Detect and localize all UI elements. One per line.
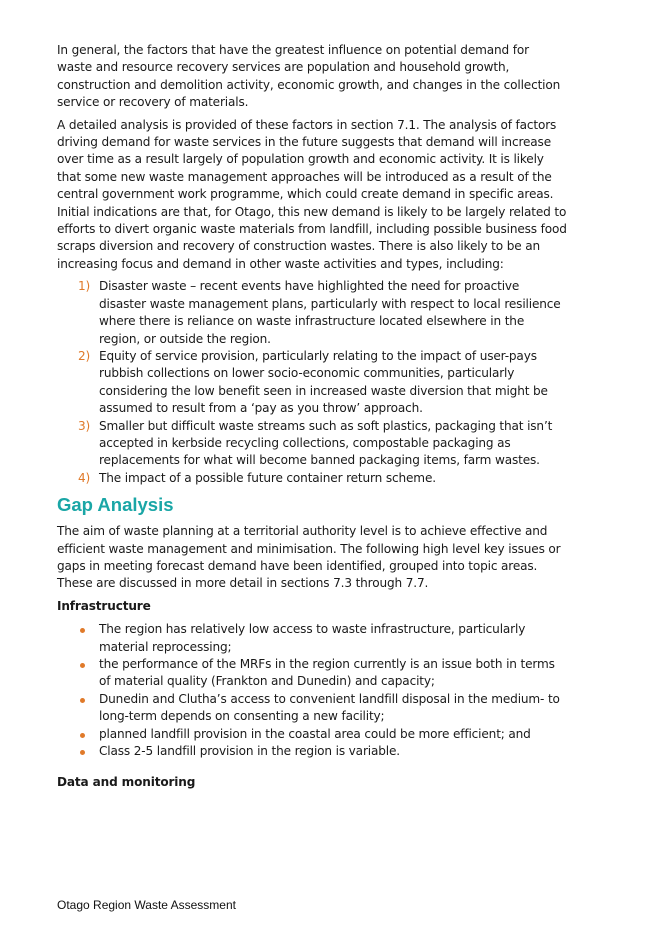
list-item-text: The region has relatively low access to waste infrastructure, particularly material reprocessing; [99,622,526,654]
list-item-text: Class 2-5 landfill provision in the region is variable. [99,744,400,759]
list-item-text: planned landfill provision in the coastal area could be more efficient; and [99,726,531,741]
list-item [57,418,567,470]
data-monitoring-heading: Data and monitoring [57,775,196,790]
intro-paragraph: In general, the factors that have the greatest influence on potential demand for waste and resource recovery services are population and household growth, construction and demolition activity, economic growth, and changes in the collection service or recovery of materials. [57,43,561,110]
gap-paragraph: The aim of waste planning at a territorial authority level is to achieve effective and efficient waste management and minimisation. The following high level key issues or gaps in meeting forecast demand have been identified, grouped into topic areas. These are discussed in more detail in sections 7.3 through 7.7. [57,524,561,591]
list-item [57,278,567,348]
list-item-text: the performance of the MRFs in the region currently is an issue both in terms of material quality (Frankton and Dunedin) and capacity; [99,657,555,689]
list-number: 1) [78,279,91,294]
list-item [57,348,567,418]
list-item-text: The impact of a possible future container return scheme. [99,470,436,485]
numbered-list [57,278,567,487]
document-page [57,42,567,798]
page-footer: Otago Region Waste Assessment [57,898,236,912]
list-item-text: Smaller but difficult waste streams such as soft plastics, packaging that isn’t accepted in kerbside recycling collections, compostable packaging as replacements for what will become banned packaging items, farm wastes. [99,418,553,468]
list-item [57,691,567,726]
list-item [57,743,567,760]
list-item [57,621,567,656]
list-item-text: Equity of service provision, particularly relating to the impact of user-pays rubbish collections on lower socio-economic communities, particularly considering the low benefit seen in increased waste diversion that might be assumed to result from a ‘pay as you throw’ approach. [99,348,548,416]
list-item [57,726,567,743]
list-item-text: Dunedin and Clutha’s access to convenient landfill disposal in the medium- to long-term depends on consenting a new facility; [99,691,560,724]
infrastructure-list [57,621,567,760]
list-item-text: Disaster waste – recent events have highlighted the need for proactive disaster waste management plans, particularly with respect to local resilience where there is reliance on waste infrastructure located elsewhere in the region, or outside the region. [99,279,561,346]
analysis-paragraph: A detailed analysis is provided of these factors in section 7.1. The analysis of factors driving demand for waste services in the future suggests that demand will increase over time as a result largely of population growth and economic activity. It is likely that some new waste management approaches will be introduced as a result of the central government work programme, which could create demand in specific areas. Initial indications are that, for Otago, this new demand is likely to be largely related to efforts to divert organic waste materials from landfill, including possible business food scraps diversion and recovery of construction wastes. There is also likely to be an increasing focus and demand in other waste activities and types, including: [57,117,567,271]
section-heading: Gap Analysis [57,494,174,516]
infrastructure-heading: Infrastructure [57,598,151,613]
list-number: 3) [78,418,91,433]
list-item [57,470,567,487]
list-number: 4) [78,470,91,485]
bullet-icon [80,750,85,755]
bullet-icon [80,663,85,668]
list-number: 2) [78,348,91,363]
bullet-icon [80,733,85,738]
bullet-icon [80,698,85,703]
list-item [57,656,567,691]
bullet-icon [80,628,85,633]
